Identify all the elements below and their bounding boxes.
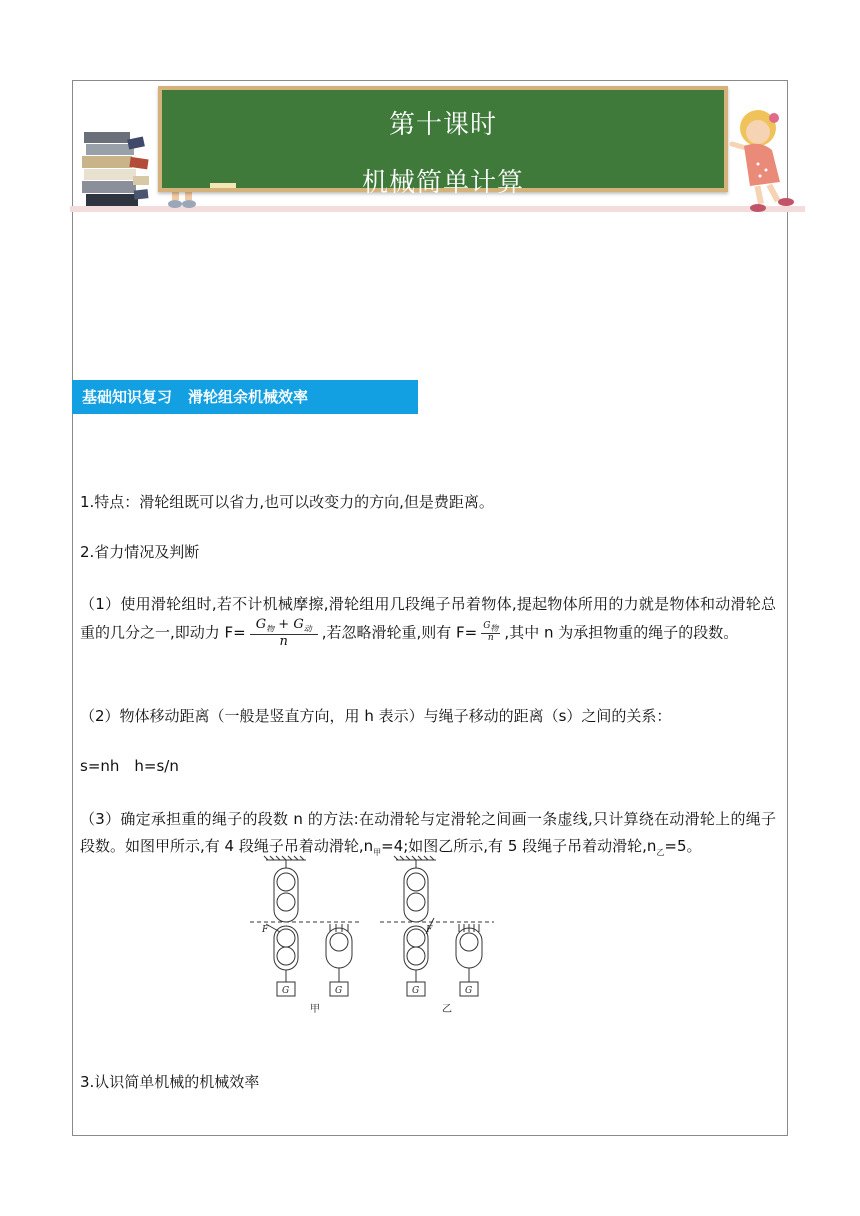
rope-count-text-c: =5。 [664, 837, 702, 855]
chalkboard [158, 86, 728, 198]
formula-plus: + [278, 617, 290, 632]
section-label-b: 滑轮组余机械效率 [188, 388, 309, 406]
force-label-right: F [426, 925, 433, 935]
girl-illustration [728, 104, 806, 214]
header-banner [0, 0, 860, 225]
lesson-number: 第十课时 [388, 110, 497, 140]
force-label-left: F [262, 925, 269, 935]
rope-count-text-b: =4;如图乙所示,有 5 段绳子吊着动滑轮,n [381, 837, 657, 855]
paragraph-feature: 1.特点：滑轮组既可以省力,也可以改变力的方向,但是费距离。 [80, 493, 494, 511]
books-illustration [78, 128, 158, 212]
figure-caption-jia: 甲 [310, 1004, 320, 1015]
formula-object-weight [481, 622, 500, 643]
formula-g2-sub: 动 [303, 624, 312, 634]
formula-g1-sub: 物 [266, 624, 275, 634]
lesson-title-text: 机械简单计算 [361, 168, 524, 198]
formula-g1: G [255, 617, 267, 632]
section-label-a: 基础知识复习 [82, 388, 173, 406]
formula-n2: n [487, 633, 494, 644]
formula-g3-sub: 物 [490, 624, 499, 634]
chalk-illustration [206, 180, 246, 192]
pulley-diagram [250, 854, 500, 1024]
formula-n1: n [279, 633, 288, 649]
paragraph-formula-sh: s=nh h=s/n [80, 757, 179, 775]
paragraph-heading-force: 2.省力情况及判断 [80, 543, 200, 561]
lesson-title [162, 162, 724, 199]
force-rule-text-b: ,若忽略滑轮重,则有 F= [321, 623, 478, 642]
formula-g3: G [483, 621, 491, 632]
section-header [72, 380, 418, 414]
rope-count-sub-b: 乙 [656, 848, 665, 857]
paragraph-distance: （2）物体移动距离（一般是竖直方向，用 h 表示）与绳子移动的距离（s）之间的关系： [80, 707, 672, 725]
force-rule-text-a: （1）使用滑轮组时,若不计机械摩擦,滑轮组用几段绳子吊着物体,提起物体所用的力就是物体和动滑轮总重的几分之一,即动力 F= [80, 595, 776, 642]
weight-label-1: G [282, 986, 290, 996]
paragraph-force-rule [80, 590, 776, 648]
formula-g2: G [293, 617, 304, 632]
weight-label-4: G [465, 986, 473, 996]
weight-label-3: G [412, 986, 420, 996]
formula-total-weight [250, 618, 318, 648]
force-rule-text-c: ,其中 n 为承担物重的绳子的段数。 [504, 623, 739, 642]
rope-count-sub-a: 甲 [373, 848, 382, 857]
figure-caption-yi: 乙 [442, 1004, 452, 1015]
paragraph-efficiency-heading: 3.认识简单机械的机械效率 [80, 1073, 260, 1091]
weight-label-2: G [335, 986, 343, 996]
rope-count-text-a: （3）确定承担重的绳子的段数 n 的方法:在动滑轮与定滑轮之间画一条虚线,只计算绕在动滑轮上的绳子段数。如图甲所示,有 4 段绳子吊着动滑轮,n [80, 810, 776, 855]
